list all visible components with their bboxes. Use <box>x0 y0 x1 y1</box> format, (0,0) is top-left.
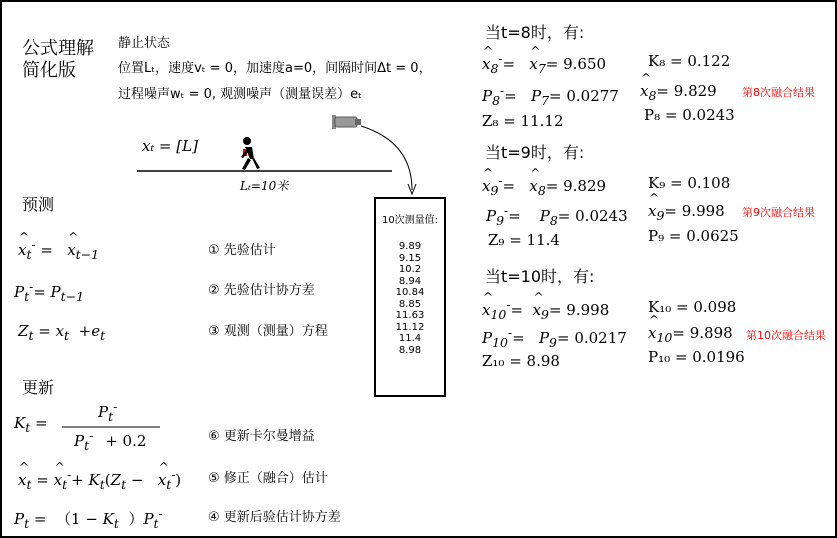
step10-fusion-label: 第10次融合结果 <box>746 329 826 342</box>
predict-heading: 预测 <box>22 195 55 214</box>
measurement-value: 11.12 <box>395 321 425 333</box>
step8-P-post: P₈ = 0.0243 <box>644 106 735 124</box>
update-eq6-label: ④ 更新后验估计协方差 <box>208 510 341 525</box>
step9-x-post: ^ $x_9= 9.998$ <box>648 202 725 223</box>
step9-x-prior: ^ $x_9^-=$ ^ $x_8= 9.829$ <box>482 174 606 198</box>
update-eq6: $P_t = (1 - K_t$ ）$P_t^-$ <box>14 507 163 531</box>
predict-eq3-label: ③ 观测（测量）方程 <box>208 324 328 339</box>
walker-icon <box>241 137 260 170</box>
step9-heading: 当t=9时，有: <box>485 143 585 162</box>
update-eq4-numerator: $P_t^-$ <box>98 400 118 424</box>
step9-Z: Z₉ = 11.4 <box>488 231 560 249</box>
update-eq4-denominator: $P_t^- + 0.2$ <box>74 429 147 453</box>
step10-P-post: P₁₀ = 0.0196 <box>648 348 745 366</box>
update-eq4-label: ⑥ 更新卡尔曼增益 <box>208 429 315 444</box>
predict-eq2: $P_t^-= P_{t-1}$ <box>14 280 85 304</box>
measurement-value: 11.63 <box>395 310 425 321</box>
step8-P-prior: $P_8^-= P_7= 0.0277$ <box>482 84 619 108</box>
step10-P-prior: $P_{10}^-= P_9= 0.0217$ <box>482 326 627 350</box>
step9-fusion-label: 第9次融合结果 <box>742 206 815 219</box>
step10-x-prior: ^ $x_{10}^-=$ ^ $x_9= 9.998$ <box>482 298 609 322</box>
step10-Z: Z₁₀ = 8.98 <box>482 352 560 370</box>
update-eq5: ^ $x_t$ = ^ $x_t^-+ K_t(Z_t$ − ^ $x_t^-$) <box>18 468 181 492</box>
measure-arrow <box>361 126 412 190</box>
predict-eq1-label: ① 先验估计 <box>208 243 276 258</box>
page-title-line1: 公式理解 <box>22 38 94 59</box>
measurement-value: 10.2 <box>398 264 422 275</box>
predict-eq2-label: ② 先验估计协方差 <box>208 283 315 298</box>
step10-K: K₁₀ = 0.098 <box>648 298 737 316</box>
measurements-list <box>376 241 444 356</box>
measurement-value: 8.85 <box>398 298 422 310</box>
step9-P-post: P₉ = 0.0625 <box>648 227 739 245</box>
step9-K: K₉ = 0.108 <box>648 174 731 192</box>
ground-label: Lₜ=10米 <box>240 179 289 193</box>
camera-icon <box>332 115 361 129</box>
measurement-value: 10.84 <box>395 287 425 298</box>
position-label: xₜ = [L] <box>142 137 198 155</box>
step10-heading: 当t=10时，有: <box>485 267 595 286</box>
step9-P-prior: $P_9^-=$ $P_8= 0.0243$ <box>486 204 628 228</box>
measurement-value: 11.4 <box>398 333 422 344</box>
measurement-value: 8.94 <box>398 275 422 287</box>
predict-eq3: $Z_t = x_t +e_t$ <box>18 322 106 343</box>
measurements-title: 10次测量值: <box>381 215 439 226</box>
measurement-value: 9.89 <box>398 241 422 252</box>
update-eq5-label: ⑤ 修正（融合）估计 <box>208 471 328 486</box>
update-eq4-lhs: $K_t$ = <box>14 414 48 435</box>
scenario-line2: 过程噪声wₜ = 0, 观测噪声（测量误差）eₜ <box>118 87 362 102</box>
measurements-box <box>374 197 446 397</box>
step8-heading: 当t=8时，有: <box>485 23 585 42</box>
update-heading: 更新 <box>22 378 55 397</box>
measurement-value: 9.15 <box>398 252 422 264</box>
step8-x-prior: ^ $x_8^-=$ ^ $x_7= 9.650$ <box>482 52 606 76</box>
scenario-line1: 位置Lₜ，速度vₜ = 0，加速度a=0，间隔时间Δt = 0， <box>118 61 432 76</box>
step8-K: K₈ = 0.122 <box>648 52 731 70</box>
page-title-line2: 简化版 <box>22 60 76 81</box>
step8-x-post: ^ $x_8= 9.829$ <box>640 82 717 103</box>
step10-x-post: ^ $x_{10}= 9.898$ <box>648 324 733 345</box>
scenario-state: 静止状态 <box>118 36 171 51</box>
predict-eq1: ^ $x_t^-$ = ^ $x_{t-1}$ <box>18 238 99 262</box>
step8-fusion-label: 第8次融合结果 <box>742 86 815 99</box>
step8-Z: Z₈ = 11.12 <box>482 112 564 130</box>
measurement-value: 8.98 <box>398 344 422 356</box>
